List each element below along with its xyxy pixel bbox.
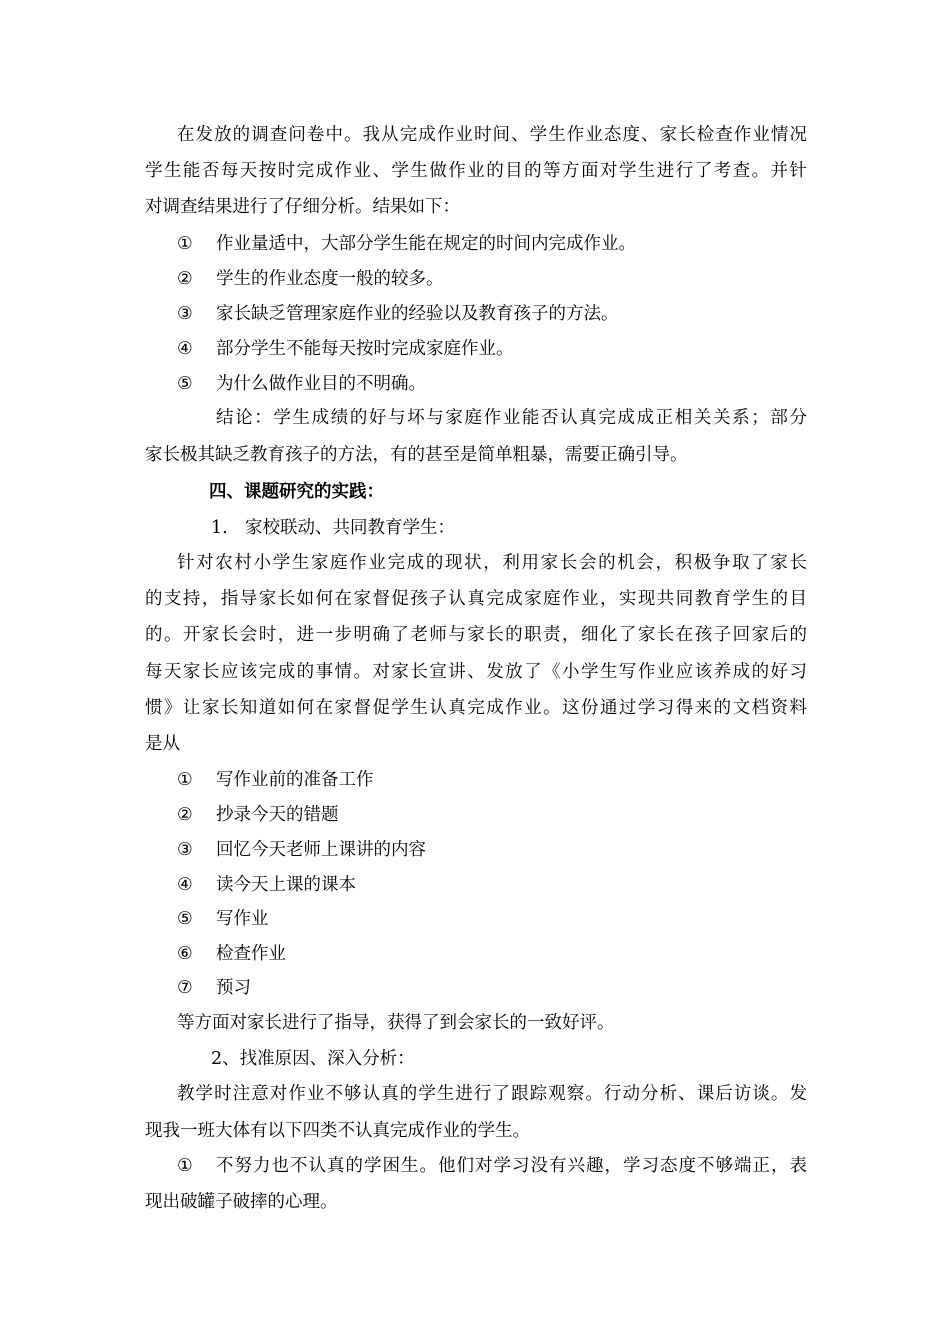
paragraph-line: 的支持，指导家长如何在家督促孩子认真完成家庭作业，实现共同教育学生的目 (145, 589, 807, 609)
subsection-title: 家校联动、共同教育学生： (245, 518, 455, 538)
subsection-number: 1. (211, 518, 228, 538)
list-item: 家长缺乏管理家庭作业的经验以及教育孩子的方法。 (216, 304, 619, 324)
list-marker: ③ (177, 840, 193, 860)
list-marker: ⑥ (177, 944, 193, 964)
list-item: 回忆今天老师上课讲的内容 (216, 840, 426, 860)
paragraph-line: 教学时注意对作业不够认真的学生进行了跟踪观察。行动分析、课后访谈。发 (177, 1084, 807, 1104)
subsection-title: 2、找准原因、深入分析： (211, 1049, 415, 1069)
list-item: 预习 (216, 978, 251, 998)
paragraph-line: 是从 (145, 734, 180, 754)
paragraph-line: 惯》让家长知道如何在家督促学生认真完成作业。这份通过学习得来的文档资料 (145, 698, 807, 718)
list-marker: ① (177, 770, 193, 790)
list-item: 读今天上课的课本 (216, 875, 356, 895)
list-marker: ③ (177, 304, 193, 324)
list-item: 写作业 (216, 909, 269, 929)
list-marker: ④ (177, 339, 193, 359)
list-item: 检查作业 (216, 944, 286, 964)
list-item: 为什么做作业目的不明确。 (216, 374, 426, 394)
list-marker: ① (177, 1156, 193, 1176)
list-item: 不努力也不认真的学困生。他们对学习没有兴趣，学习态度不够端正，表 (216, 1156, 807, 1176)
list-marker: ② (177, 269, 193, 289)
paragraph-line: 针对农村小学生家庭作业完成的现状，利用家长会的机会，积极争取了家长 (177, 553, 807, 573)
list-marker: ④ (177, 875, 193, 895)
list-marker: ⑦ (177, 978, 193, 998)
conclusion-line-1: 结论：学生成绩的好与坏与家庭作业能否认真完成成正相关关系；部分 (216, 408, 807, 428)
paragraph-line: 每天家长应该完成的事情。对家长宣讲、发放了《小学生写作业应该养成的好习 (145, 662, 807, 682)
list-marker: ⑤ (177, 909, 193, 929)
list-item: 作业量适中，大部分学生能在规定的时间内完成作业。 (216, 234, 636, 254)
paragraph-line: 等方面对家长进行了指导，获得了到会家长的一致好评。 (177, 1013, 615, 1033)
list-item-continuation: 现出破罐子破摔的心理。 (145, 1192, 338, 1212)
intro-line-3: 对调查结果进行了仔细分析。结果如下： (145, 197, 460, 217)
intro-line-2: 学生能否每天按时完成作业、学生做作业的目的等方面对学生进行了考查。并针 (145, 161, 807, 181)
list-item: 部分学生不能每天按时完成家庭作业。 (216, 339, 514, 359)
list-marker: ⑤ (177, 374, 193, 394)
list-marker: ② (177, 805, 193, 825)
list-item: 写作业前的准备工作 (216, 770, 374, 790)
list-item: 学生的作业态度一般的较多。 (216, 269, 444, 289)
list-marker: ① (177, 234, 193, 254)
section-heading: 四、课题研究的实践： (209, 482, 384, 502)
paragraph-line: 的。开家长会时，进一步明确了老师与家长的职责，细化了家长在孩子回家后的 (145, 625, 807, 645)
paragraph-line: 现我一班大体有以下四类不认真完成作业的学生。 (145, 1121, 530, 1141)
list-item: 抄录今天的错题 (216, 805, 339, 825)
conclusion-line-2: 家长极其缺乏教育孩子的方法，有的甚至是简单粗暴，需要正确引导。 (145, 445, 688, 465)
intro-line-1: 在发放的调查问卷中。我从完成作业时间、学生作业态度、家长检查作业情况 (177, 125, 807, 145)
